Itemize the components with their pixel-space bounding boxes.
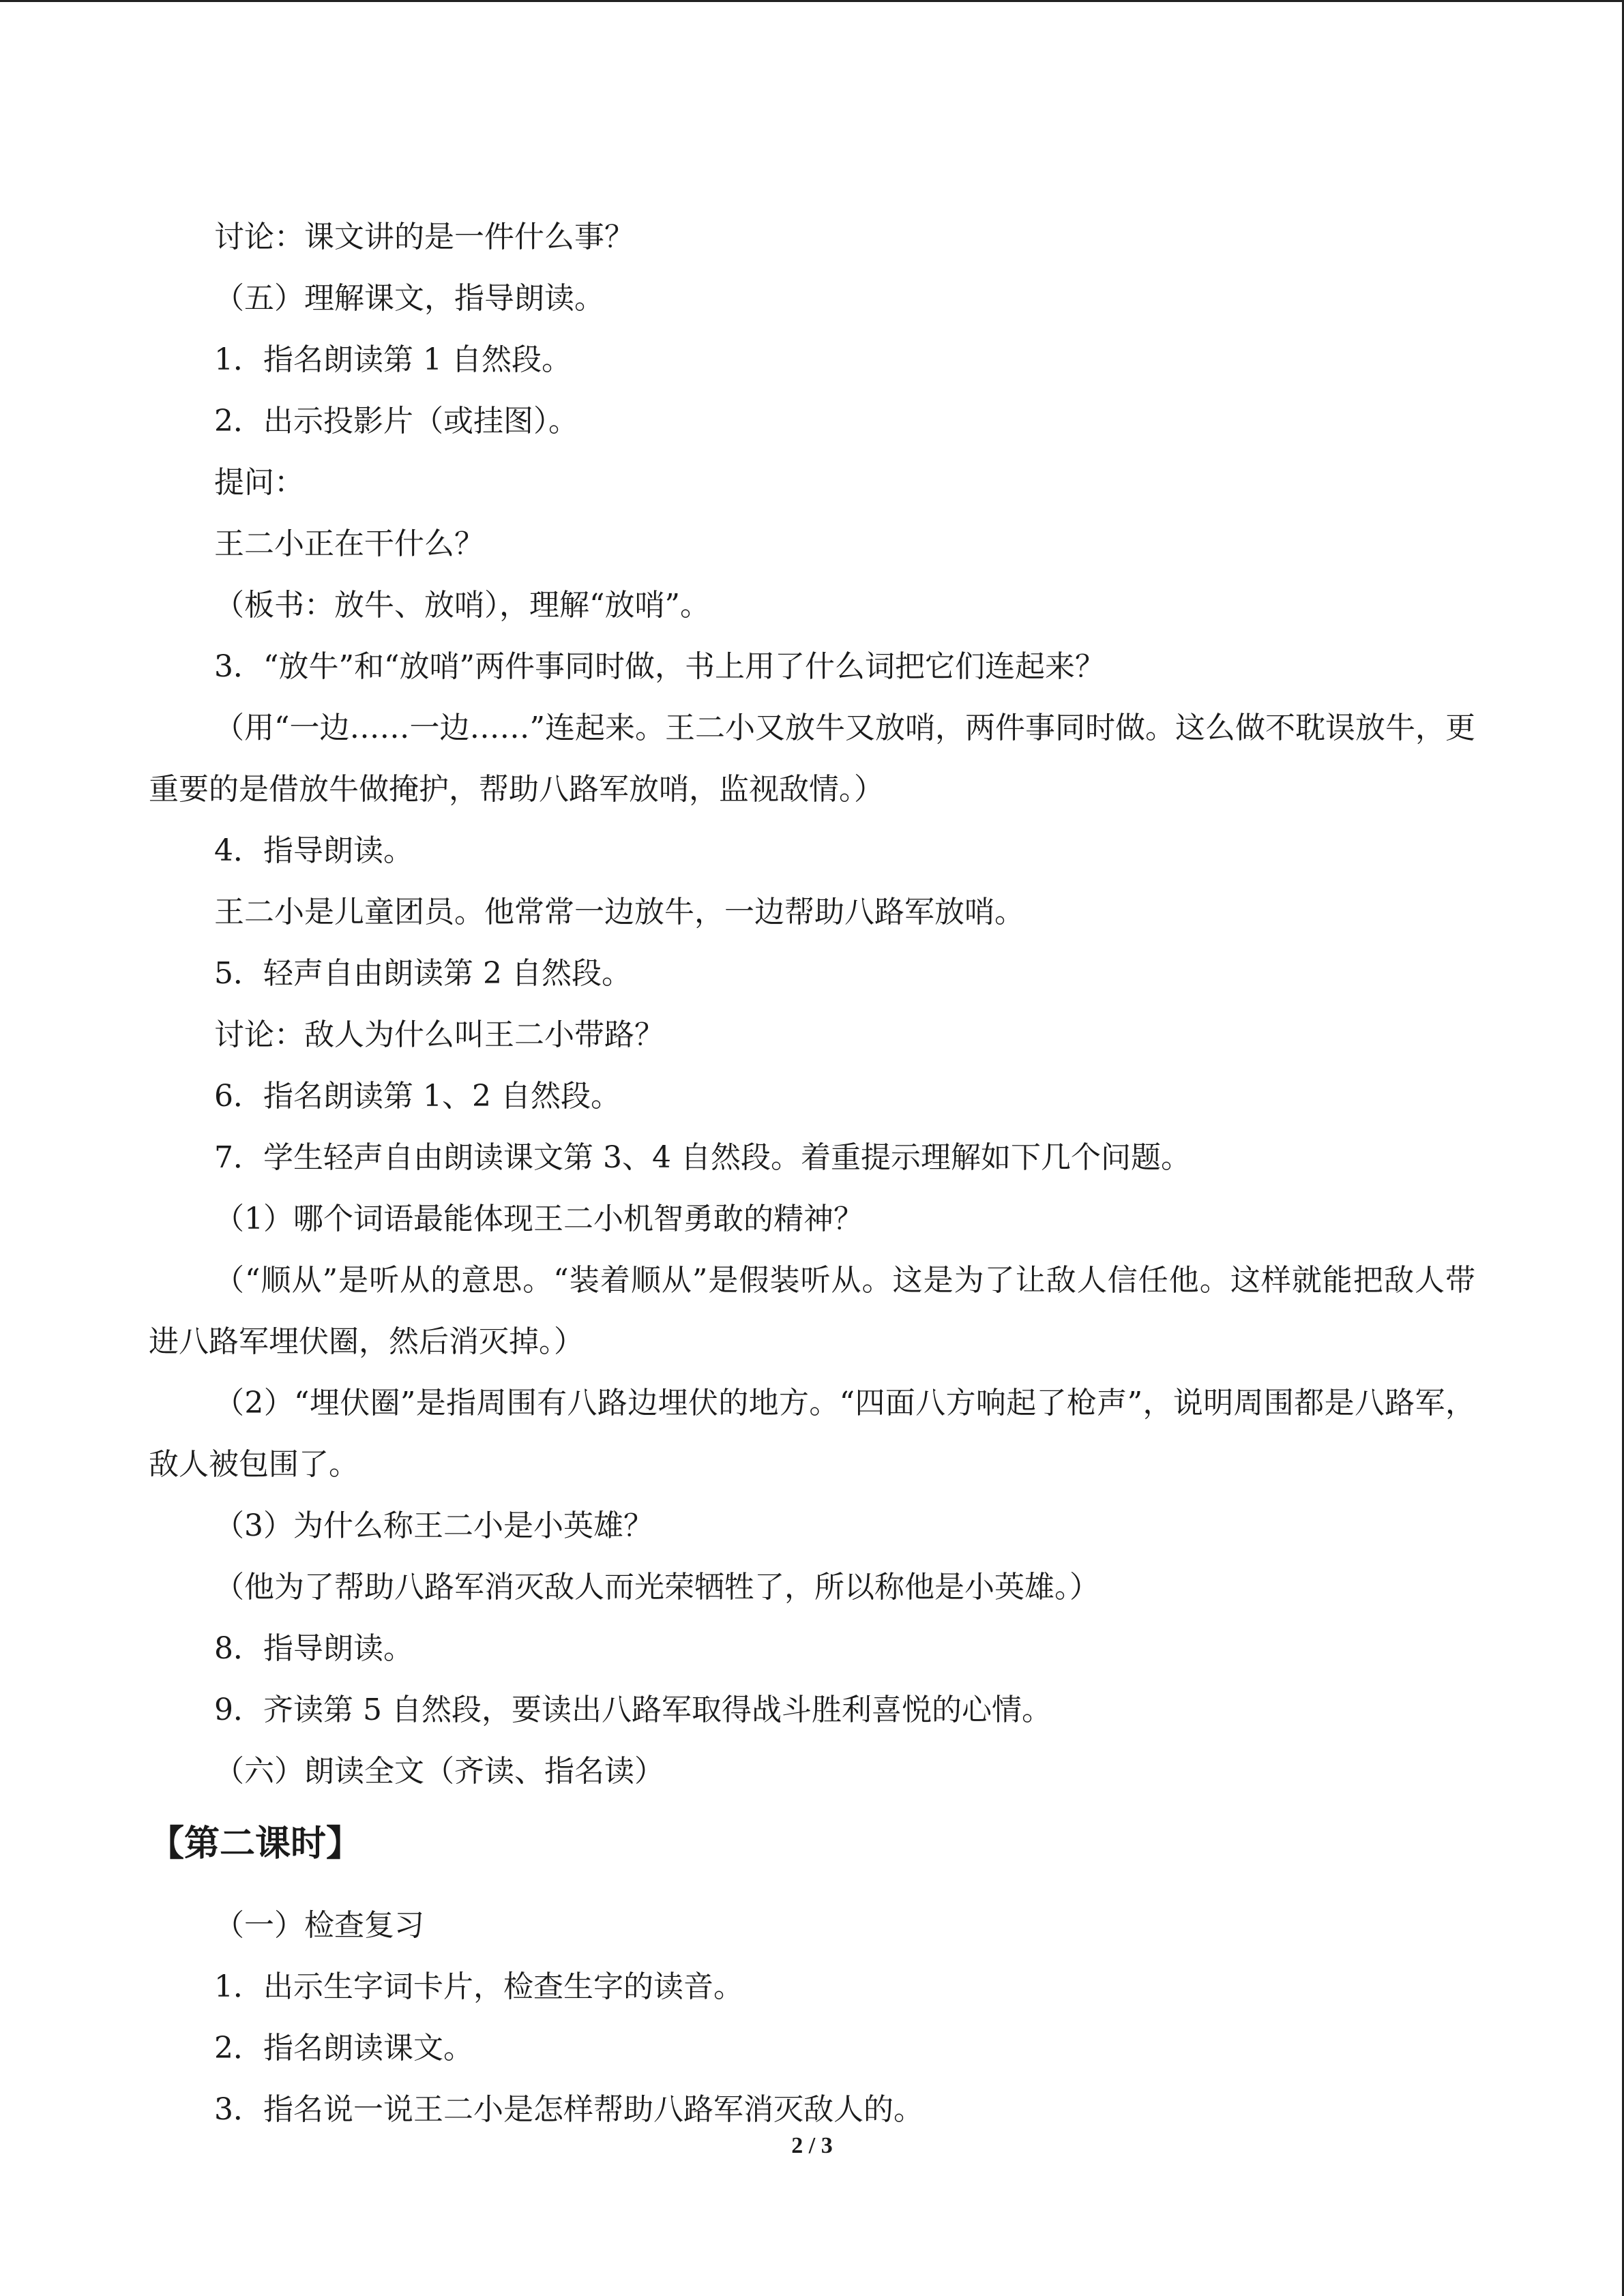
paragraph: （2）“埋伏圈”是指周围有八路边埋伏的地方。“四面八方响起了枪声”，说明周围都是八路军，敌人被包围了。 [149,1386,1475,1482]
paragraph: （五）理解课文，指导朗读。 [214,281,604,316]
paragraph: 1．指名朗读第 1 自然段。 [214,342,572,377]
document-body [149,207,1475,2141]
paragraph: 3．“放牛”和“放哨”两件事同时做，书上用了什么词把它们连起来？ [214,649,1105,684]
page-number: 2 / 3 [791,2133,833,2158]
paragraph: 9．齐读第 5 自然段，要读出八路军取得战斗胜利喜悦的心情。 [214,1693,1052,1727]
paragraph: （1）哪个词语最能体现王二小机智勇敢的精神？ [214,1202,863,1236]
paragraph: （用“一边……一边……”连起来。王二小又放牛又放哨，两件事同时做。这么做不耽误放牛，更重要的是借放牛做掩护，帮助八路军放哨，监视敌情。） [149,711,1475,807]
paragraph: 1．出示生字词卡片，检查生字的读音。 [214,1969,743,2004]
paragraph: 讨论：敌人为什么叫王二小带路？ [214,1017,664,1052]
paragraph: （板书：放牛、放哨），理解“放哨”。 [214,588,710,623]
section-heading: 【第二课时】 [149,1823,362,1864]
paragraph: 2．指名朗读课文。 [214,2031,473,2066]
paragraph: （他为了帮助八路军消灭敌人而光荣牺牲了，所以称他是小英雄。） [214,1570,1099,1605]
paragraph: 提问： [214,465,304,500]
paragraph: 王二小正在干什么？ [214,526,484,561]
paragraph: （3）为什么称王二小是小英雄？ [214,1508,653,1543]
paragraph: 8．指导朗读。 [214,1631,413,1666]
paragraph: 王二小是儿童团员。他常常一边放牛，一边帮助八路军放哨。 [214,895,1024,929]
paragraph: （“顺从”是听从的意思。“装着顺从”是假装听从。这是为了让敌人信任他。这样就能把敌人带进八路军埋伏圈，然后消灭掉。） [149,1263,1475,1359]
paragraph: （六）朗读全文（齐读、指名读） [214,1754,664,1789]
paragraph: 2．出示投影片（或挂图）。 [214,404,578,438]
paragraph: （一）检查复习 [214,1908,424,1943]
paragraph: 3．指名说一说王二小是怎样帮助八路军消灭敌人的。 [214,2092,924,2127]
paragraph: 4．指导朗读。 [214,833,413,868]
paragraph: 6．指名朗读第 1、2 自然段。 [214,1079,621,1114]
paragraph: 7．学生轻声自由朗读课文第 3、4 自然段。着重提示理解如下几个问题。 [214,1140,1191,1175]
paragraph: 讨论：课文讲的是一件什么事？ [214,220,634,254]
paragraph: 5．轻声自由朗读第 2 自然段。 [214,956,632,991]
